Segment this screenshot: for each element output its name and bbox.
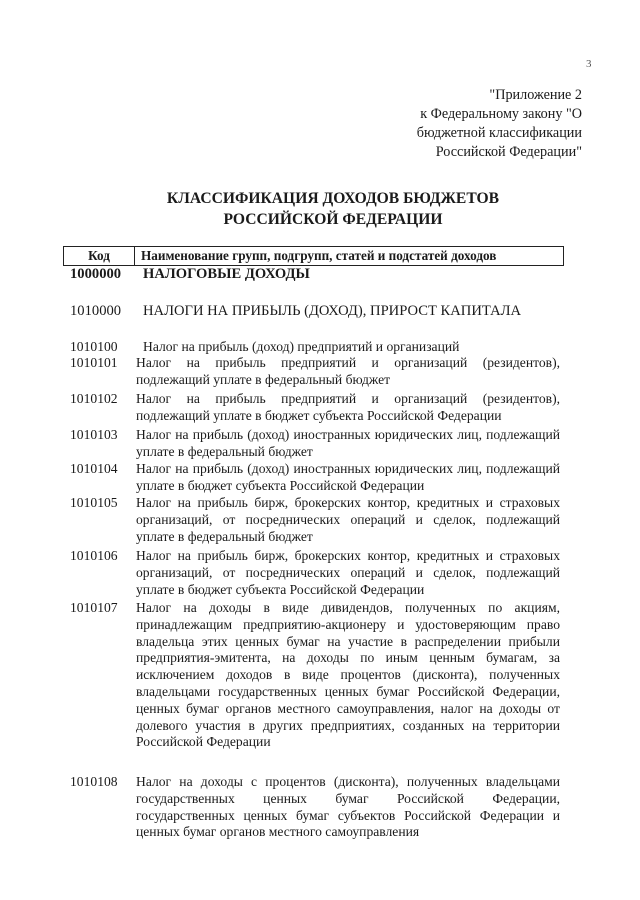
row-text: Налог на прибыль (доход) иностранных юридических лиц, подлежащий уплате в федеральный бюджет <box>136 427 560 459</box>
row-text: Налог на прибыль предприятий и организаций (резидентов), подлежащий уплате в бюджет субъекта Российской Федерации <box>136 391 560 423</box>
row-text: Налог на прибыль (доход) иностранных юридических лиц, подлежащий уплате в бюджет субъекта Российской Федерации <box>136 461 560 493</box>
appendix-line: к Федеральному закону "О <box>420 106 582 122</box>
page-number: 3 <box>586 58 592 70</box>
table-row <box>70 774 560 841</box>
document-title <box>100 188 566 230</box>
row-code: 1010107 <box>70 600 118 615</box>
row-text: Налог на прибыль бирж, брокерских контор, кредитных и страховых организаций, от посреднических операций и сделок, подлежащий уплате в бюджет субъекта Российской Федерации <box>136 548 560 597</box>
row-code: 1010108 <box>70 774 118 789</box>
row-code: 1010106 <box>70 548 118 563</box>
row-code: 1010105 <box>70 495 118 510</box>
table-row <box>70 303 560 320</box>
row-text: Налог на прибыль предприятий и организаций (резидентов), подлежащий уплате в федеральный бюджет <box>136 355 560 387</box>
appendix-line: Российской Федерации" <box>435 144 582 160</box>
row-text: Налог на доходы в виде дивидендов, полученных по акциям, принадлежащим предприятию-акционеру и удостоверяющим право владельца этих ценных бумаг на участие в распределении прибыли предприятия-эмитента, на доходы по иным ценным бумагам, за исключением доходов в виде процентов (дисконта), полученных владельцами государственных ценных бумаг Российской Федерации, ценных бумаг органов местного самоуправления, налог на доходы от долевого участия в других предприятиях, созданных на территории Российской Федерации <box>136 600 560 750</box>
table-row <box>70 548 560 598</box>
table-header <box>63 246 564 266</box>
row-code: 1010000 <box>70 303 122 319</box>
table-row <box>70 600 560 751</box>
header-name: Наименование групп, подгрупп, статей и подстатей доходов <box>141 248 497 263</box>
row-code: 1010102 <box>70 391 118 406</box>
header-code: Код <box>64 247 135 265</box>
row-code: 1000000 <box>70 266 122 282</box>
title-line: РОССИЙСКОЙ ФЕДЕРАЦИИ <box>223 211 443 228</box>
appendix-note <box>376 86 582 162</box>
table-row <box>70 427 560 461</box>
row-text: Налог на прибыль (доход) предприятий и организаций <box>143 339 460 354</box>
table-row <box>70 339 560 356</box>
appendix-line: "Приложение 2 <box>489 87 582 103</box>
row-code: 1010103 <box>70 427 118 442</box>
row-code: 1010101 <box>70 355 118 370</box>
table-row <box>70 355 560 389</box>
row-code: 1010104 <box>70 461 118 476</box>
table-row <box>70 495 560 545</box>
title-line: КЛАССИФИКАЦИЯ ДОХОДОВ БЮДЖЕТОВ <box>166 190 500 207</box>
row-text: НАЛОГОВЫЕ ДОХОДЫ <box>143 266 310 282</box>
row-text: Налог на доходы с процентов (дисконта), полученных владельцами государственных ценных бумаг Российской Федерации, государственных ценных бумаг субъектов Российской Федерации и ценных бумаг органов местного самоуправления <box>136 774 560 840</box>
table-row <box>70 391 560 425</box>
row-text: НАЛОГИ НА ПРИБЫЛЬ (ДОХОД), ПРИРОСТ КАПИТАЛА <box>143 303 522 319</box>
appendix-line: бюджетной классификации <box>416 125 582 141</box>
table-row <box>70 461 560 495</box>
table-row <box>70 266 560 283</box>
row-text: Налог на прибыль бирж, брокерских контор, кредитных и страховых организаций, от посреднических операций и сделок, подлежащий уплате в федеральный бюджет <box>136 495 560 544</box>
row-code: 1010100 <box>70 339 118 354</box>
